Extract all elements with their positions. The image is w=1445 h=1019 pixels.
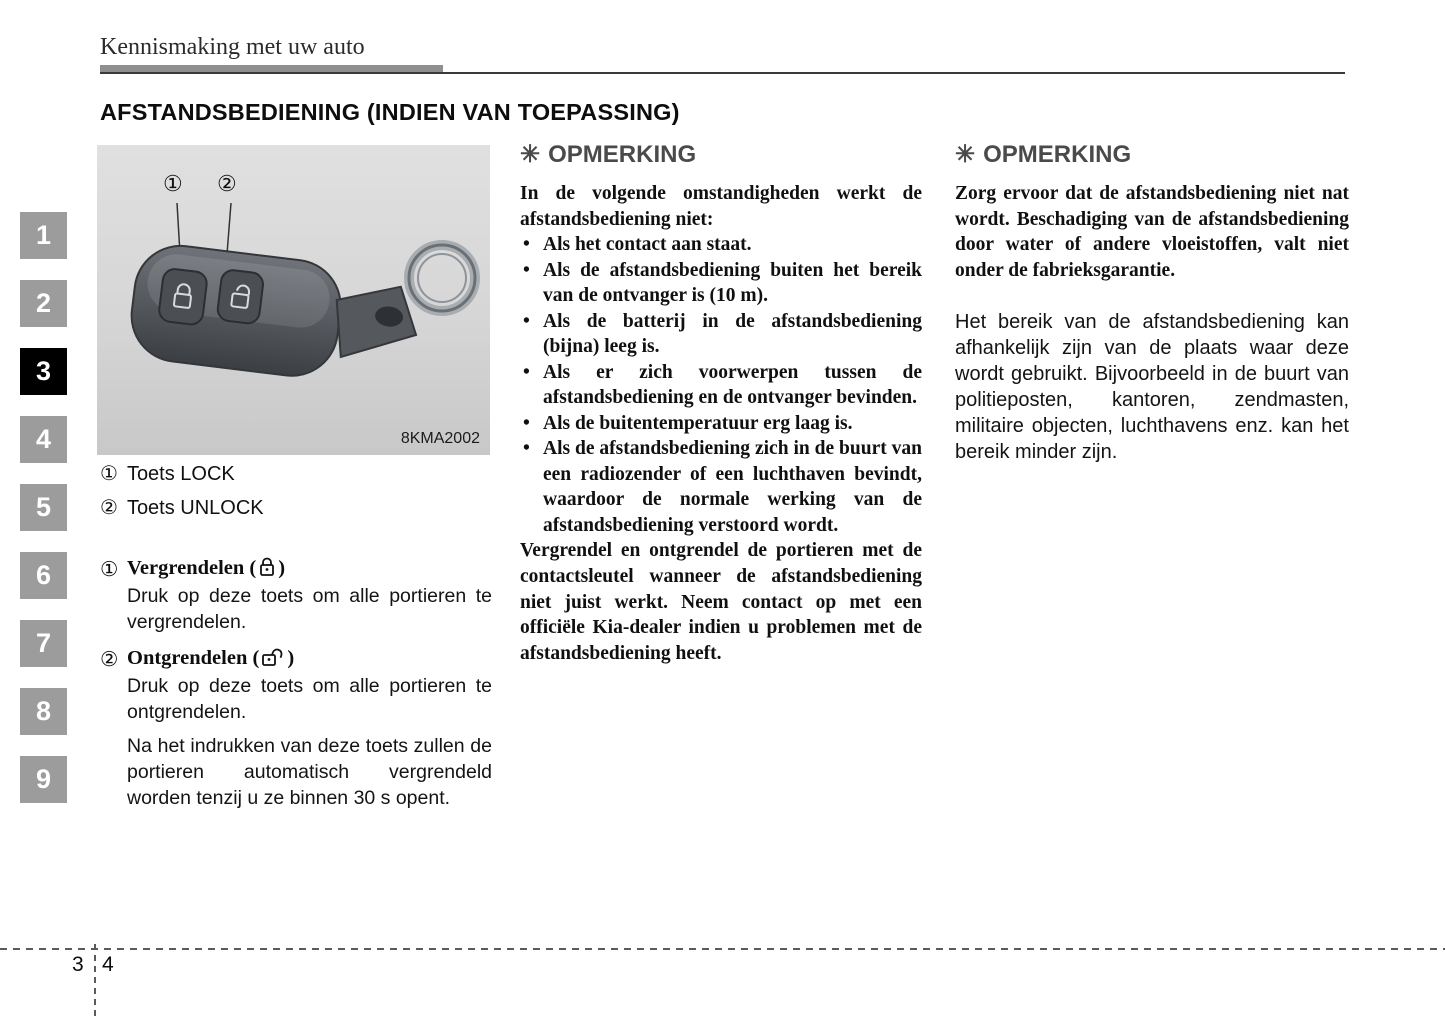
bullet-marker: • <box>523 234 530 256</box>
note-2-para-1: Zorg ervoor dat de afstandsbediening niet nat wordt. Beschadiging van de afstandsbediening door water of andere vloeistoffen, valt niet onder de fabrieksgarantie. <box>955 183 1349 281</box>
callout-1-lock-button: ① <box>163 171 183 196</box>
note-bullet-4 <box>520 360 922 411</box>
lock-section-title: Vergrendelen <box>127 557 245 579</box>
header-thick-rule <box>100 65 443 72</box>
note-column-conditions <box>520 140 922 666</box>
bullet-marker: • <box>523 438 530 460</box>
note-bullet-1 <box>520 232 922 258</box>
bullet-text: Als het contact aan staat. <box>543 234 752 256</box>
bullet-text: Als er zich voorwerpen tussen de afstandsbediening en de ontvanger bevinden. <box>543 361 922 409</box>
legend-item-lock <box>100 461 264 486</box>
footer-dashed-rule <box>0 948 1445 950</box>
footer-chapter-number: 3 <box>72 953 84 976</box>
note-bullet-3 <box>520 309 922 360</box>
note-2-heading <box>955 140 1349 169</box>
unlock-section-body-2: Na het indrukken van deze toets zullen de portieren automatisch vergrendeld worden tenzij u ze binnen 30 s opent. <box>127 735 492 809</box>
note-column-care <box>955 140 1349 465</box>
bullet-text: Als de afstandsbediening zich in de buurt van een radiozender of een luchthaven bevindt, waardoor de normale werking van de afstandsbediening verstoord wordt. <box>543 438 922 536</box>
callout-2-unlock-button: ② <box>217 171 237 196</box>
legend-label-unlock: Toets UNLOCK <box>126 497 264 519</box>
chapter-tab-8: 8 <box>20 688 67 735</box>
legend-num-2: ② <box>100 497 118 519</box>
chapter-tab-7: 7 <box>20 620 67 667</box>
chapter-tab-2: 2 <box>20 280 67 327</box>
unlock-section-body: Druk op deze toets om alle portieren te ontgrendelen. <box>127 675 492 723</box>
footer-page-number: 4 <box>102 953 114 976</box>
key-fob-figure <box>97 145 490 455</box>
chapter-tab-4: 4 <box>20 416 67 463</box>
note-1-heading <box>520 140 922 169</box>
chapter-tab-strip <box>20 212 67 803</box>
chapter-tab-5: 5 <box>20 484 67 531</box>
lock-section-number: ① <box>100 559 119 581</box>
lock-section-body: Druk op deze toets om alle portieren te vergrendelen. <box>127 585 492 633</box>
bullet-marker: • <box>523 310 530 332</box>
chapter-tab-3-active: 3 <box>20 348 67 395</box>
legend-num-1: ① <box>100 463 118 485</box>
bullet-marker: • <box>523 259 530 281</box>
chapter-tab-1: 1 <box>20 212 67 259</box>
note-1-intro: In de volgende omstandigheden werkt de afstandsbediening niet: <box>520 183 922 230</box>
note-1-closing: Vergrendel en ontgrendel de portieren met de contactsleutel wanneer de afstandsbediening niet juist werkt. Neem contact op met een officiële Kia-dealer indien u problemen met de afstandsbediening heeft. <box>520 540 922 664</box>
lock-section <box>100 556 492 635</box>
bullet-text: Als de batterij in de afstandsbediening (bijna) leeg is. <box>543 310 922 358</box>
paren-open: ( <box>249 557 257 579</box>
header-thin-rule <box>100 72 1345 74</box>
lock-section-heading <box>100 556 492 580</box>
legend-label-lock: Toets LOCK <box>126 463 235 485</box>
note-bullet-2 <box>520 258 922 309</box>
paren-close: ) <box>287 647 295 669</box>
chapter-tab-9: 9 <box>20 756 67 803</box>
lock-icon <box>258 556 276 577</box>
note-1-heading-label: OPMERKING <box>548 141 697 168</box>
footer-crop-mark <box>94 944 96 1019</box>
unlock-section-number: ② <box>100 649 119 671</box>
note-bullet-5 <box>520 411 922 437</box>
page-title: AFSTANDSBEDIENING (INDIEN VAN TOEPASSING) <box>100 99 680 125</box>
chapter-header: Kennismaking met uw auto <box>100 34 365 60</box>
note-2-para-2: Het bereik van de afstandsbediening kan afhankelijk zijn van de plaats waar deze wordt gebruikt. Bijvoorbeeld in de buurt van politieposten, kantoren, zendmasten, militaire objecten, luchthavens enz. kan het bereik minder zijn. <box>955 311 1349 464</box>
figure-code: 8KMA2002 <box>400 430 480 447</box>
asterisk-icon: ✳ <box>955 141 976 168</box>
note-bullet-6 <box>520 436 922 538</box>
bullet-marker: • <box>523 361 530 383</box>
key-fob-illustration <box>97 145 490 455</box>
legend-item-unlock <box>100 495 264 520</box>
bullet-text: Als de buitentemperatuur erg laag is. <box>543 412 853 434</box>
unlock-section-heading <box>100 646 492 670</box>
unlock-section-title: Ontgrendelen <box>127 647 248 669</box>
paren-close: ) <box>278 557 286 579</box>
asterisk-icon: ✳ <box>520 141 541 168</box>
chapter-tab-6: 6 <box>20 552 67 599</box>
unlock-icon <box>261 646 285 667</box>
paren-open: ( <box>252 647 260 669</box>
unlock-section <box>100 646 492 812</box>
bullet-marker: • <box>523 412 530 434</box>
figure-legend <box>100 461 264 529</box>
bullet-text: Als de afstandsbediening buiten het bereik van de ontvanger is (10 m). <box>543 259 922 307</box>
note-2-heading-label: OPMERKING <box>983 141 1132 168</box>
